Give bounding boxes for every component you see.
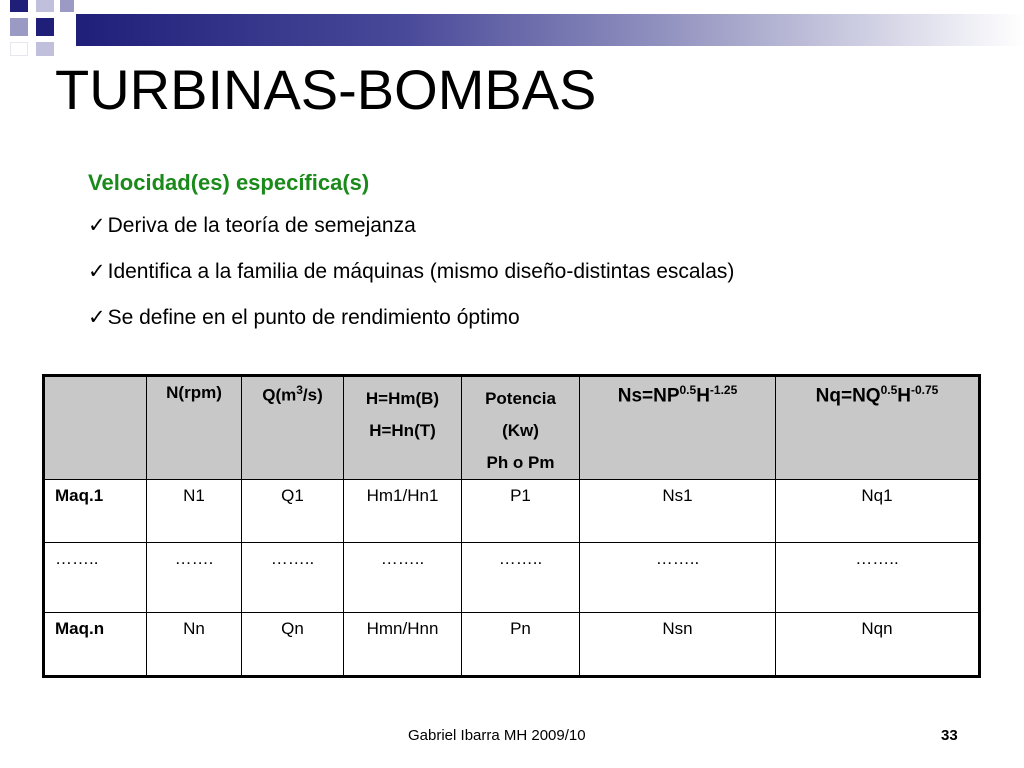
page-number: 33 <box>941 727 958 744</box>
header-power: Potencia (Kw) Ph o Pm <box>462 376 580 480</box>
cell-n: Nn <box>147 613 242 677</box>
check-icon: ✓ <box>88 214 106 237</box>
cell-ns: Nsn <box>580 613 776 677</box>
header-ns: $Ns=NP^{0.5}H^{-1.25}$ <box>580 376 776 480</box>
cell-q: Qn <box>242 613 344 677</box>
bullet-item: ✓Se define en el punto de rendimiento óptimo <box>88 306 520 329</box>
table-row <box>44 480 980 543</box>
check-icon: ✓ <box>88 306 106 329</box>
check-icon: ✓ <box>88 260 106 283</box>
header-q: $Q(m^3/s)$ <box>242 376 344 480</box>
slide-subtitle: Velocidad(es) específica(s) <box>88 170 370 195</box>
header-nq: $Nq=NQ^{0.5}H^{-0.75}$ <box>776 376 980 480</box>
cell-ns: …….. <box>580 543 776 613</box>
row-label: …….. <box>44 543 147 613</box>
cell-p: P1 <box>462 480 580 543</box>
row-label: Maq.1 <box>44 480 147 543</box>
cell-nq: Nq1 <box>776 480 980 543</box>
cell-nq: Nqn <box>776 613 980 677</box>
cell-h: Hm1/Hn1 <box>344 480 462 543</box>
bullet-item: ✓Deriva de la teoría de semejanza <box>88 214 416 237</box>
cell-n: N1 <box>147 480 242 543</box>
cell-ns: Ns1 <box>580 480 776 543</box>
cell-p: …….. <box>462 543 580 613</box>
cell-h: …….. <box>344 543 462 613</box>
cell-nq: …….. <box>776 543 980 613</box>
table-row <box>44 543 980 613</box>
title-gradient-bar <box>76 14 1024 46</box>
cell-h: Hmn/Hnn <box>344 613 462 677</box>
cell-p: Pn <box>462 613 580 677</box>
table-header-row <box>44 376 980 480</box>
slide-title: TURBINAS-BOMBAS <box>55 58 597 121</box>
bullet-item: ✓Identifica a la familia de máquinas (mismo diseño-distintas escalas) <box>88 260 735 283</box>
cell-q: Q1 <box>242 480 344 543</box>
cell-n: ……. <box>147 543 242 613</box>
specific-speed-table <box>42 374 981 678</box>
footer-author: Gabriel Ibarra MH 2009/10 <box>408 727 586 744</box>
table-row <box>44 613 980 677</box>
header-n: N(rpm) <box>147 376 242 480</box>
slide-body <box>88 168 734 350</box>
header-h: H=Hm(B) H=Hn(T) <box>344 376 462 480</box>
header-empty-cell <box>44 376 147 480</box>
row-label: Maq.n <box>44 613 147 677</box>
cell-q: …….. <box>242 543 344 613</box>
